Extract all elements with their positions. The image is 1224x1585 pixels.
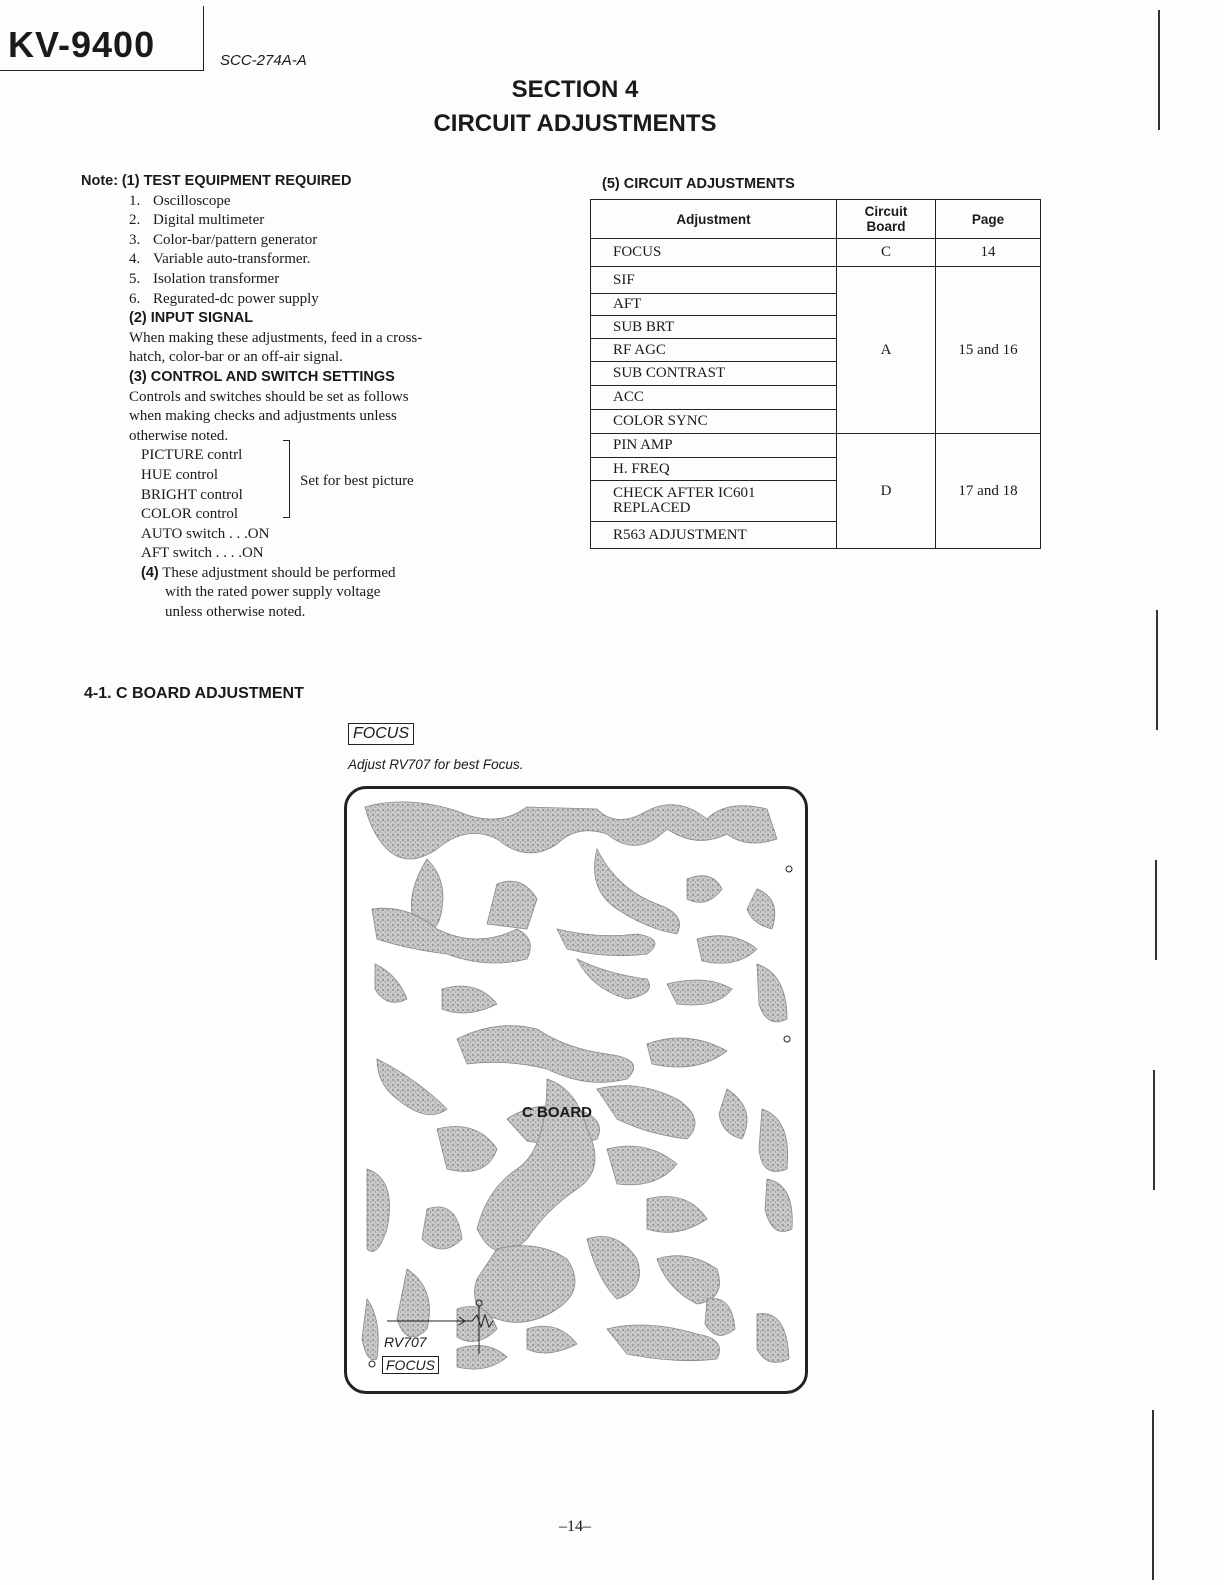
- list-item: 6. Regurated-dc power supply: [129, 290, 319, 307]
- pcb-trace-drawing: [347, 789, 805, 1391]
- subsection-heading: 4-1. C BOARD ADJUSTMENT: [84, 685, 304, 702]
- input-signal-heading: (2) INPUT SIGNAL: [129, 310, 254, 327]
- input-signal-text: When making these adjustments, feed in a cross- hatch, color-bar or an off-air signal.: [129, 329, 423, 366]
- table-row: R563 ADJUSTMENT: [591, 522, 1041, 549]
- table-row: SIF A 15 and 16: [591, 267, 1041, 294]
- control-settings-heading: (3) CONTROL AND SWITCH SETTINGS: [129, 368, 395, 385]
- binding-edge-line: [1153, 1070, 1155, 1190]
- header-adjustment: Adjustment: [591, 200, 837, 239]
- adjustments-table: [590, 199, 1041, 549]
- table-row: FOCUS C 14: [591, 239, 1041, 267]
- control-item: PICTURE contrl: [141, 447, 243, 464]
- binding-edge-line: [1155, 860, 1157, 960]
- binding-edge-line: [1156, 610, 1158, 730]
- list-item: 2. Digital multimeter: [129, 212, 265, 229]
- note-label: Note:: [81, 173, 119, 189]
- focus-tag: FOCUS: [348, 723, 414, 745]
- list-item: 1. Oscilloscope: [129, 192, 231, 209]
- table-header-row: [591, 200, 1041, 239]
- figure-caption: Adjust RV707 for best Focus.: [348, 757, 524, 772]
- table-row: CHECK AFTER IC601 REPLACED: [591, 481, 1041, 522]
- header-page: Page: [936, 200, 1041, 239]
- control-item: HUE control: [141, 466, 219, 483]
- model-number: KV-9400: [8, 24, 156, 65]
- board-d: D: [837, 434, 936, 549]
- header-circuit-board: Circuit Board: [837, 200, 936, 239]
- control-item: BRIGHT control: [141, 486, 243, 503]
- list-item: 3. Color-bar/pattern generator: [129, 231, 318, 248]
- binding-edge-line: [1158, 10, 1160, 130]
- section-title: CIRCUIT ADJUSTMENTS: [433, 110, 717, 137]
- document-code: SCC-274A-A: [220, 52, 307, 69]
- table-row: PIN AMP D 17 and 18: [591, 434, 1041, 458]
- table-caption: (5) CIRCUIT ADJUSTMENTS: [602, 176, 795, 192]
- list-item: 5. Isolation transformer: [129, 270, 280, 287]
- table-row: SUB CONTRAST: [591, 362, 1041, 386]
- page-a: 15 and 16: [936, 267, 1041, 434]
- notes: [81, 172, 471, 623]
- switch-item: AUTO switch . . .ON: [141, 525, 270, 542]
- binding-edge-line: [1152, 1410, 1154, 1580]
- board-label: C BOARD: [522, 1104, 592, 1121]
- rv707-label: RV707: [384, 1334, 427, 1350]
- page-number: –14–: [559, 1518, 591, 1535]
- test-equipment-heading: (1) TEST EQUIPMENT REQUIRED: [121, 173, 352, 189]
- power-note: (4) These adjustment should be performed with the rated power supply voltage unless otherwise noted.: [141, 564, 396, 621]
- test-equipment-list: [81, 192, 471, 310]
- brace: [283, 440, 290, 518]
- brace-text: Set for best picture: [300, 473, 414, 489]
- board-a: A: [837, 267, 936, 434]
- control-item: COLOR control: [141, 506, 239, 523]
- table-row: SUB BRT: [591, 316, 1041, 339]
- list-item: 4. Variable auto-transformer.: [129, 251, 311, 268]
- table-row: AFT: [591, 294, 1041, 316]
- section-number: SECTION 4: [511, 76, 639, 103]
- page-d: 17 and 18: [936, 434, 1041, 549]
- table-row: H. FREQ: [591, 458, 1041, 481]
- controls-list: [81, 446, 471, 564]
- control-settings-text: Controls and switches should be set as follows when making checks and adjustments unless otherwise noted.: [129, 388, 409, 444]
- table-row: COLOR SYNC: [591, 410, 1041, 434]
- table-row: RF AGC: [591, 339, 1041, 362]
- rv707-focus-tag: FOCUS: [382, 1356, 439, 1374]
- switch-item: AFT switch . . . .ON: [141, 545, 264, 562]
- table-row: ACC: [591, 386, 1041, 410]
- c-board-diagram: [344, 786, 808, 1394]
